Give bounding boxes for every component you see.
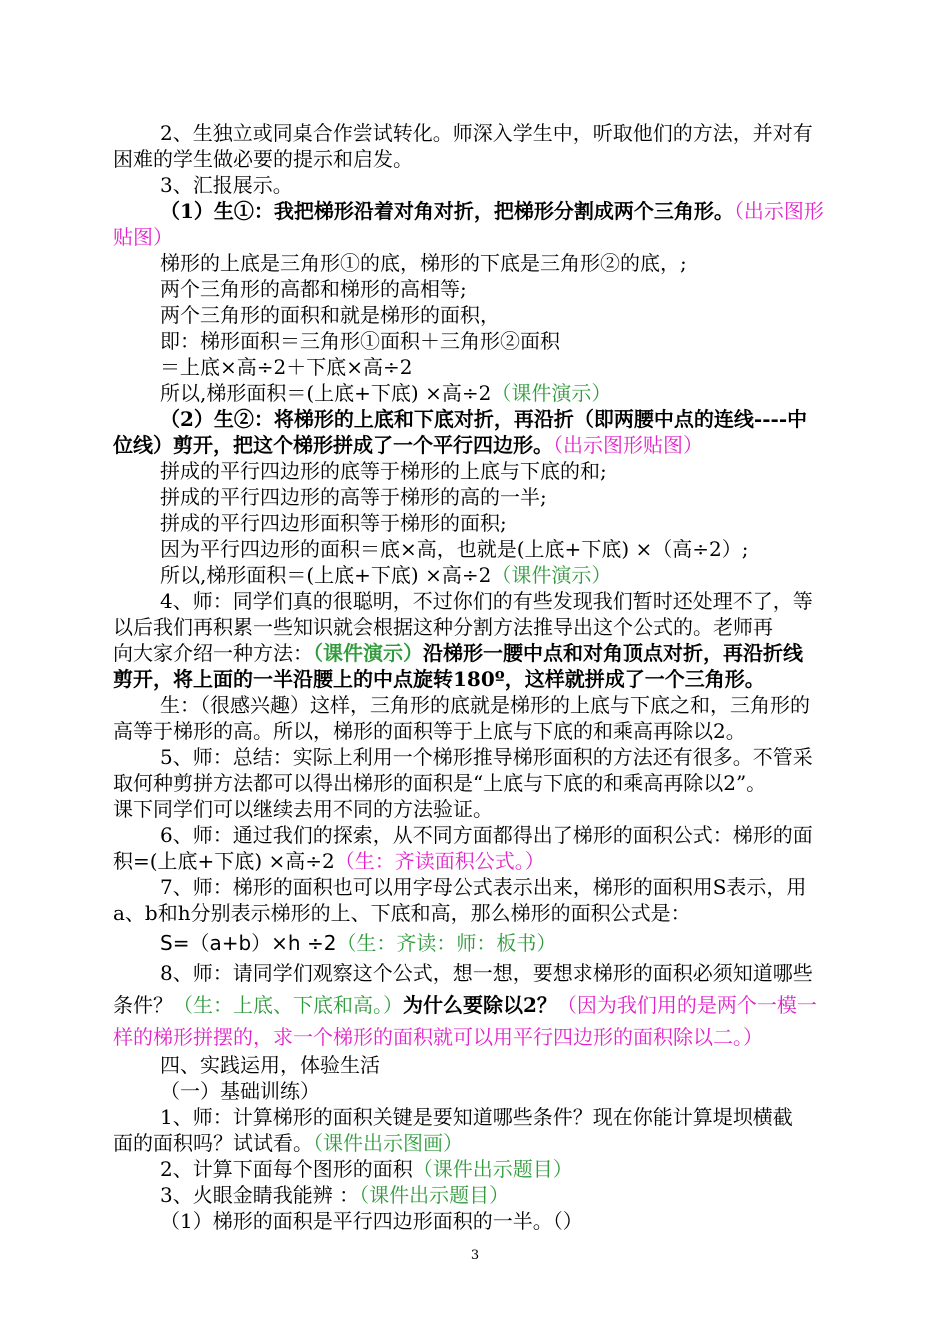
text-run: （课件出示题目） bbox=[412, 1157, 573, 1181]
text-run: （课件出示题目） bbox=[359, 1183, 510, 1207]
text-line bbox=[160, 588, 813, 614]
text-run: 高等于梯形的高。所以，梯形的面积等于上底与下底的和乘高再除以2。 bbox=[113, 719, 746, 743]
text-run: （出示图形 bbox=[733, 199, 824, 223]
text-run: 样的梯形拼摆的，求一个梯形的面积就可以用平行四边形的面积除以二。） bbox=[113, 1025, 763, 1049]
text-line bbox=[113, 432, 703, 458]
text-line bbox=[160, 250, 687, 276]
text-line bbox=[113, 992, 817, 1018]
text-line bbox=[160, 458, 607, 484]
text-run: 拼成的平行四边形的高等于梯形的高的一半; bbox=[160, 485, 547, 509]
text-line bbox=[160, 354, 412, 380]
text-line bbox=[160, 120, 813, 146]
text-run: （生：齐读：师：板书） bbox=[336, 931, 557, 955]
text-run: 剪开，将上面的一半沿腰上的中点旋转180º，这样就拼成了一个三角形。 bbox=[113, 667, 765, 691]
text-line bbox=[160, 822, 813, 848]
text-line bbox=[113, 718, 746, 744]
text-line bbox=[160, 1104, 793, 1130]
text-run: 所以,梯形面积＝(上底+下底) ×高÷2 bbox=[160, 381, 492, 405]
text-line bbox=[160, 406, 807, 432]
page-number: 3 bbox=[470, 1248, 480, 1263]
text-line bbox=[113, 614, 773, 640]
text-run: 位线）剪开，把这个梯形拼成了一个平行四边形。 bbox=[113, 433, 553, 457]
text-line bbox=[160, 744, 813, 770]
text-run: 6、师：通过我们的探索，从不同方面都得出了梯形的面积公式：梯形的面 bbox=[160, 823, 813, 847]
text-run: 以后我们再积累一些知识就会根据这种分割方法推导出这个公式的。老师再 bbox=[113, 615, 773, 639]
text-run: 生：（很感兴趣）这样，三角形的底就是梯形的上底与下底之和，三角形的 bbox=[160, 693, 810, 717]
text-run: 3、汇报展示。 bbox=[160, 173, 293, 197]
text-line bbox=[160, 1078, 320, 1104]
text-run: a、b和h分别表示梯形的上、下底和高，那么梯形的面积公式是： bbox=[113, 901, 691, 925]
text-run: 所以,梯形面积＝(上底+下底) ×高÷2 bbox=[160, 563, 492, 587]
text-line bbox=[160, 276, 467, 302]
text-run: 课下同学们可以继续去用不同的方法验证。 bbox=[113, 797, 493, 821]
text-line bbox=[160, 1208, 583, 1234]
text-line bbox=[113, 146, 413, 172]
text-line bbox=[160, 302, 500, 328]
text-run: （课件出示图画） bbox=[313, 1131, 463, 1155]
text-run: （课件演示） bbox=[313, 641, 423, 665]
text-run: 拼成的平行四边形面积等于梯形的面积; bbox=[160, 511, 507, 535]
text-line bbox=[160, 1052, 380, 1078]
text-run: （因为我们用的是两个一模一 bbox=[556, 993, 817, 1017]
text-run: 为什么要除以2？ bbox=[403, 993, 557, 1017]
text-run: 两个三角形的面积和就是梯形的面积， bbox=[160, 303, 500, 327]
text-run: 四、实践运用，体验生活 bbox=[160, 1053, 380, 1077]
text-run: 向大家介绍一种方法： bbox=[113, 641, 313, 665]
text-run: 8、师：请同学们观察这个公式，想一想，要想求梯形的面积必须知道哪些 bbox=[160, 961, 813, 985]
text-line bbox=[160, 536, 748, 562]
text-run: 积=(上底+下底) ×高÷2 bbox=[113, 849, 335, 873]
text-run: 取何种剪拼方法都可以得出梯形的面积是“上底与下底的和乘高再除以2”。 bbox=[113, 771, 767, 795]
text-run: （1）生①：我把梯形沿着对角对折，把梯形分割成两个三角形。 bbox=[160, 199, 734, 223]
text-run: 困难的学生做必要的提示和启发。 bbox=[113, 147, 413, 171]
text-run: 7、师：梯形的面积也可以用字母公式表示出来，梯形的面积用S表示，用 bbox=[160, 875, 807, 899]
text-line bbox=[160, 172, 293, 198]
text-run: （1）梯形的面积是平行四边形面积的一半。（） bbox=[160, 1209, 583, 1233]
text-line bbox=[113, 848, 545, 874]
text-run: 贴图） bbox=[113, 225, 173, 249]
text-run: 5、师：总结：实际上利用一个梯形推导梯形面积的方法还有很多。不管采 bbox=[160, 745, 813, 769]
text-line bbox=[160, 484, 547, 510]
text-line bbox=[160, 1182, 509, 1208]
text-run: （生：上底、下底和高。） bbox=[173, 993, 403, 1017]
text-line bbox=[160, 328, 560, 354]
text-line bbox=[160, 1156, 573, 1182]
text-line bbox=[160, 380, 611, 406]
text-run: 因为平行四边形的面积＝底×高，也就是(上底+下底) ×（高÷2）; bbox=[160, 537, 749, 561]
text-line bbox=[160, 692, 810, 718]
text-line bbox=[160, 960, 813, 986]
text-line bbox=[160, 510, 507, 536]
text-line bbox=[113, 900, 691, 926]
text-line bbox=[113, 770, 766, 796]
text-line bbox=[113, 640, 803, 666]
text-run: 3、火眼金睛我能辨 ： bbox=[160, 1183, 360, 1207]
text-run: 2、计算下面每个图形的面积 bbox=[160, 1157, 413, 1181]
text-line bbox=[160, 562, 611, 588]
text-run: （课件演示） bbox=[491, 563, 612, 587]
text-run: 即：梯形面积＝三角形①面积＋三角形②面积 bbox=[160, 329, 560, 353]
text-line bbox=[160, 198, 824, 224]
text-line bbox=[113, 666, 765, 692]
text-line bbox=[160, 874, 806, 900]
text-run: 2、生独立或同桌合作尝试转化。师深入学生中，听取他们的方法，并对有 bbox=[160, 121, 813, 145]
text-run: 1、师：计算梯形的面积关键是要知道哪些条件？现在你能计算堤坝横截 bbox=[160, 1105, 793, 1129]
text-run: 面的面积吗？试试看。 bbox=[113, 1131, 313, 1155]
text-line bbox=[113, 1130, 463, 1156]
text-run: 拼成的平行四边形的底等于梯形的上底与下底的和; bbox=[160, 459, 607, 483]
text-run: （生：齐读面积公式。） bbox=[334, 849, 545, 873]
text-run: 沿梯形一腰中点和对角顶点对折，再沿折线 bbox=[423, 641, 803, 665]
text-run: 条件？ bbox=[113, 993, 173, 1017]
text-line bbox=[113, 796, 493, 822]
text-line bbox=[113, 1024, 763, 1050]
text-run: （出示图形贴图） bbox=[553, 433, 703, 457]
text-run: （一）基础训练） bbox=[160, 1079, 320, 1103]
text-run: 4、师：同学们真的很聪明，不过你们的有些发现我们暂时还处理不了，等 bbox=[160, 589, 813, 613]
text-run: （课件演示） bbox=[491, 381, 612, 405]
text-run: ＝上底×高÷2＋下底×高÷2 bbox=[160, 355, 413, 379]
text-run: 两个三角形的高都和梯形的高相等; bbox=[160, 277, 467, 301]
text-run: （2）生②：将梯形的上底和下底对折，再沿折（即两腰中点的连线----中 bbox=[160, 407, 808, 431]
text-line bbox=[160, 930, 556, 956]
text-line bbox=[113, 224, 173, 250]
text-run: S=（a+b）×h ÷2 bbox=[160, 931, 337, 955]
text-run: 梯形的上底是三角形①的底，梯形的下底是三角形②的底，; bbox=[160, 251, 687, 275]
